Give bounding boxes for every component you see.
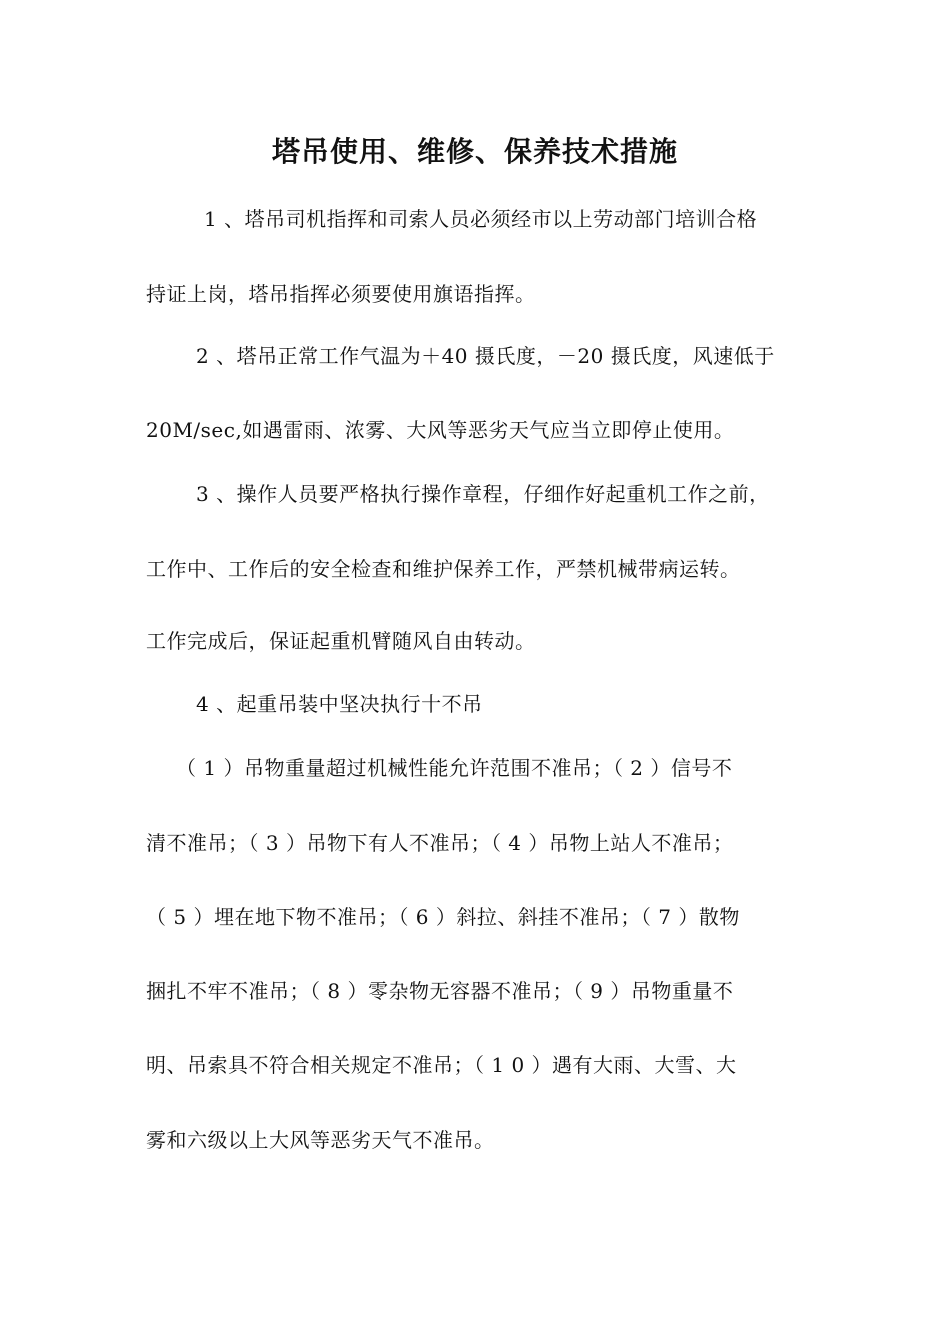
paragraph-5-line-5: 明、吊索具不符合相关规定不准吊；（ 1 0 ）遇有大雨、大雪、大 (146, 1053, 737, 1077)
paragraph-5-line-1: （ 1 ）吊物重量超过机械性能允许范围不准吊；（ 2 ）信号不 (176, 756, 733, 780)
paragraph-5-line-2: 清不准吊；（ 3 ）吊物下有人不准吊；（ 4 ）吊物上站人不准吊； (146, 831, 734, 855)
paragraph-1-line-1: 1 、塔吊司机指挥和司索人员必须经市以上劳动部门培训合格 (204, 207, 758, 231)
paragraph-3-line-3: 工作完成后，保证起重机臂随风自由转动。 (146, 629, 536, 653)
page-title: 塔吊使用、维修、保养技术措施 (271, 135, 678, 168)
paragraph-5-line-4: 捆扎不牢不准吊；（ 8 ）零杂物无容器不准吊；（ 9 ）吊物重量不 (146, 979, 734, 1003)
paragraph-2-line-2: 20M/sec,如遇雷雨、浓雾、大风等恶劣天气应当立即停止使用。 (146, 418, 735, 442)
paragraph-5-line-3: （ 5 ）埋在地下物不准吊；（ 6 ）斜拉、斜挂不准吊；（ 7 ）散物 (146, 905, 740, 929)
paragraph-4-heading: 4 、起重吊装中坚决执行十不吊 (196, 692, 483, 716)
paragraph-3-line-2: 工作中、工作后的安全检查和维护保养工作，严禁机械带病运转。 (146, 557, 741, 581)
paragraph-3-line-1: 3 、操作人员要严格执行操作章程，仔细作好起重机工作之前， (196, 482, 770, 506)
paragraph-2-line-1: 2 、塔吊正常工作气温为＋40 摄氏度，－20 摄氏度，风速低于 (196, 344, 775, 368)
paragraph-5-line-6: 雾和六级以上大风等恶劣天气不准吊。 (146, 1128, 495, 1152)
paragraph-1-line-2: 持证上岗，塔吊指挥必须要使用旗语指挥。 (146, 282, 536, 306)
